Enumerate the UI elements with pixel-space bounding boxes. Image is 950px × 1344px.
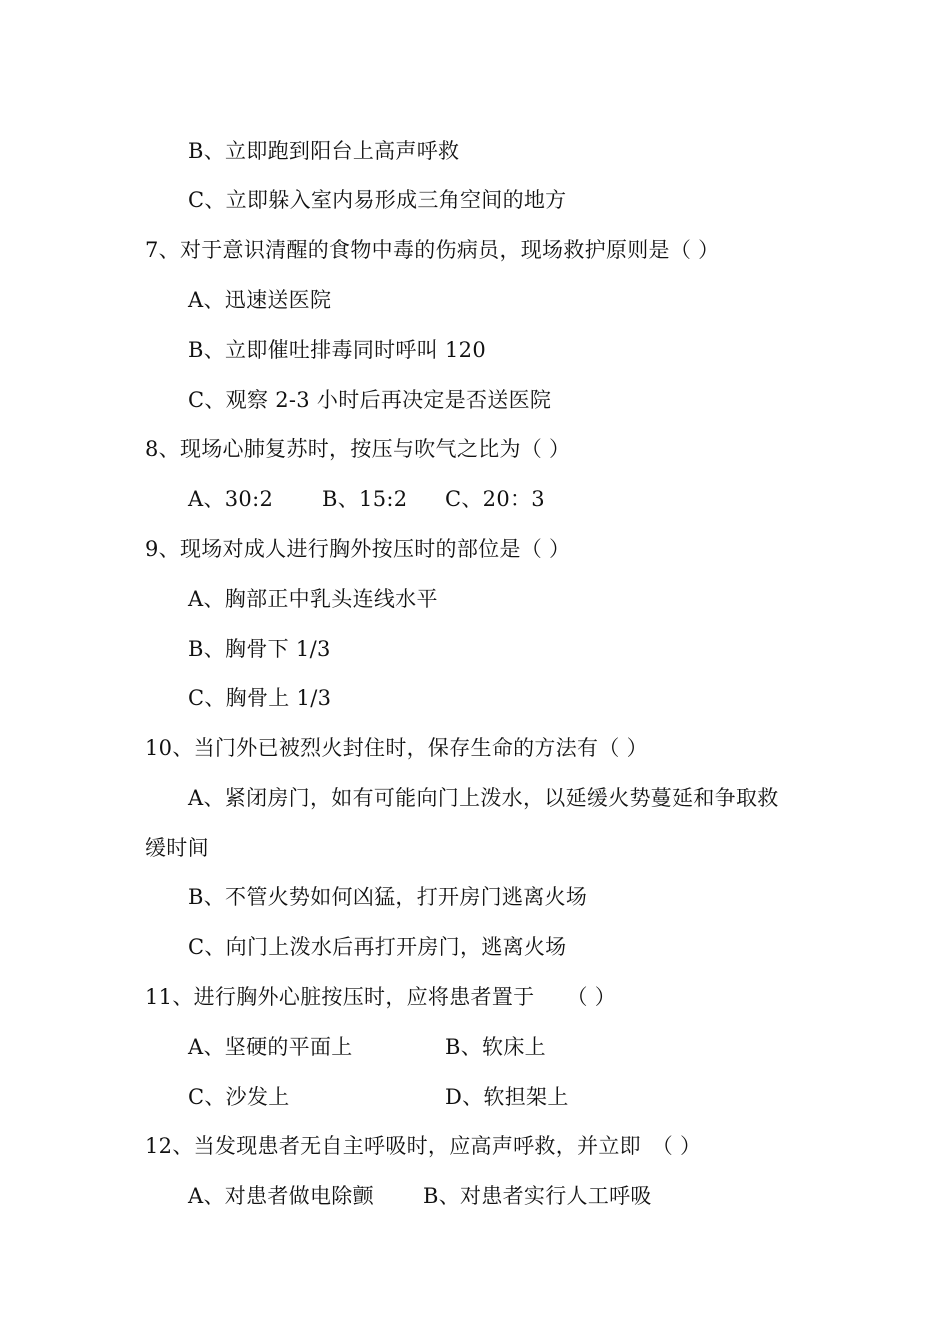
q11-option-c: C、沙发上 bbox=[188, 1085, 290, 1109]
q8-option-a: A、30:2 bbox=[188, 487, 274, 511]
q11-option-d: D、软担架上 bbox=[445, 1085, 569, 1109]
q9-option-c: C、胸骨上 1/3 bbox=[188, 686, 332, 710]
q12-stem: 12、当发现患者无自主呼吸时，应高声呼救，并立即 （ ） bbox=[145, 1134, 702, 1158]
q10-option-a-line1: A、紧闭房门，如有可能向门上泼水，以延缓火势蔓延和争取救 bbox=[188, 786, 779, 810]
q6-option-b: B、立即跑到阳台上高声呼救 bbox=[188, 139, 460, 163]
q8-option-c: C、20：3 bbox=[445, 487, 545, 511]
q7-option-a: A、迅速送医院 bbox=[188, 288, 332, 312]
q9-option-b: B、胸骨下 1/3 bbox=[188, 637, 331, 661]
q10-stem: 10、当门外已被烈火封住时，保存生命的方法有（ ） bbox=[145, 736, 648, 760]
q12-option-b: B、对患者实行人工呼吸 bbox=[423, 1184, 652, 1208]
q7-option-b: B、立即催吐排毒同时呼叫 120 bbox=[188, 338, 486, 362]
q10-option-a-line2: 缓时间 bbox=[145, 836, 209, 860]
q9-option-a: A、胸部正中乳头连线水平 bbox=[188, 587, 438, 611]
q6-option-c: C、立即躲入室内易形成三角空间的地方 bbox=[188, 188, 567, 212]
q7-option-c: C、观察 2-3 小时后再决定是否送医院 bbox=[188, 388, 552, 412]
q11-option-b: B、软床上 bbox=[445, 1035, 546, 1059]
q11-stem: 11、进行胸外心脏按压时，应将患者置于 （ ） bbox=[145, 985, 617, 1009]
q7-stem: 7、对于意识清醒的食物中毒的伤病员，现场救护原则是（ ） bbox=[145, 238, 720, 262]
q8-stem: 8、现场心肺复苏时，按压与吹气之比为（ ） bbox=[145, 437, 571, 461]
q10-option-c: C、向门上泼水后再打开房门，逃离火场 bbox=[188, 935, 567, 959]
q11-option-a: A、坚硬的平面上 bbox=[188, 1035, 353, 1059]
q9-stem: 9、现场对成人进行胸外按压时的部位是（ ） bbox=[145, 537, 571, 561]
q8-option-b: B、15:2 bbox=[322, 487, 408, 511]
q12-option-a: A、对患者做电除颤 bbox=[188, 1184, 374, 1208]
q10-option-b: B、不管火势如何凶猛，打开房门逃离火场 bbox=[188, 885, 588, 909]
